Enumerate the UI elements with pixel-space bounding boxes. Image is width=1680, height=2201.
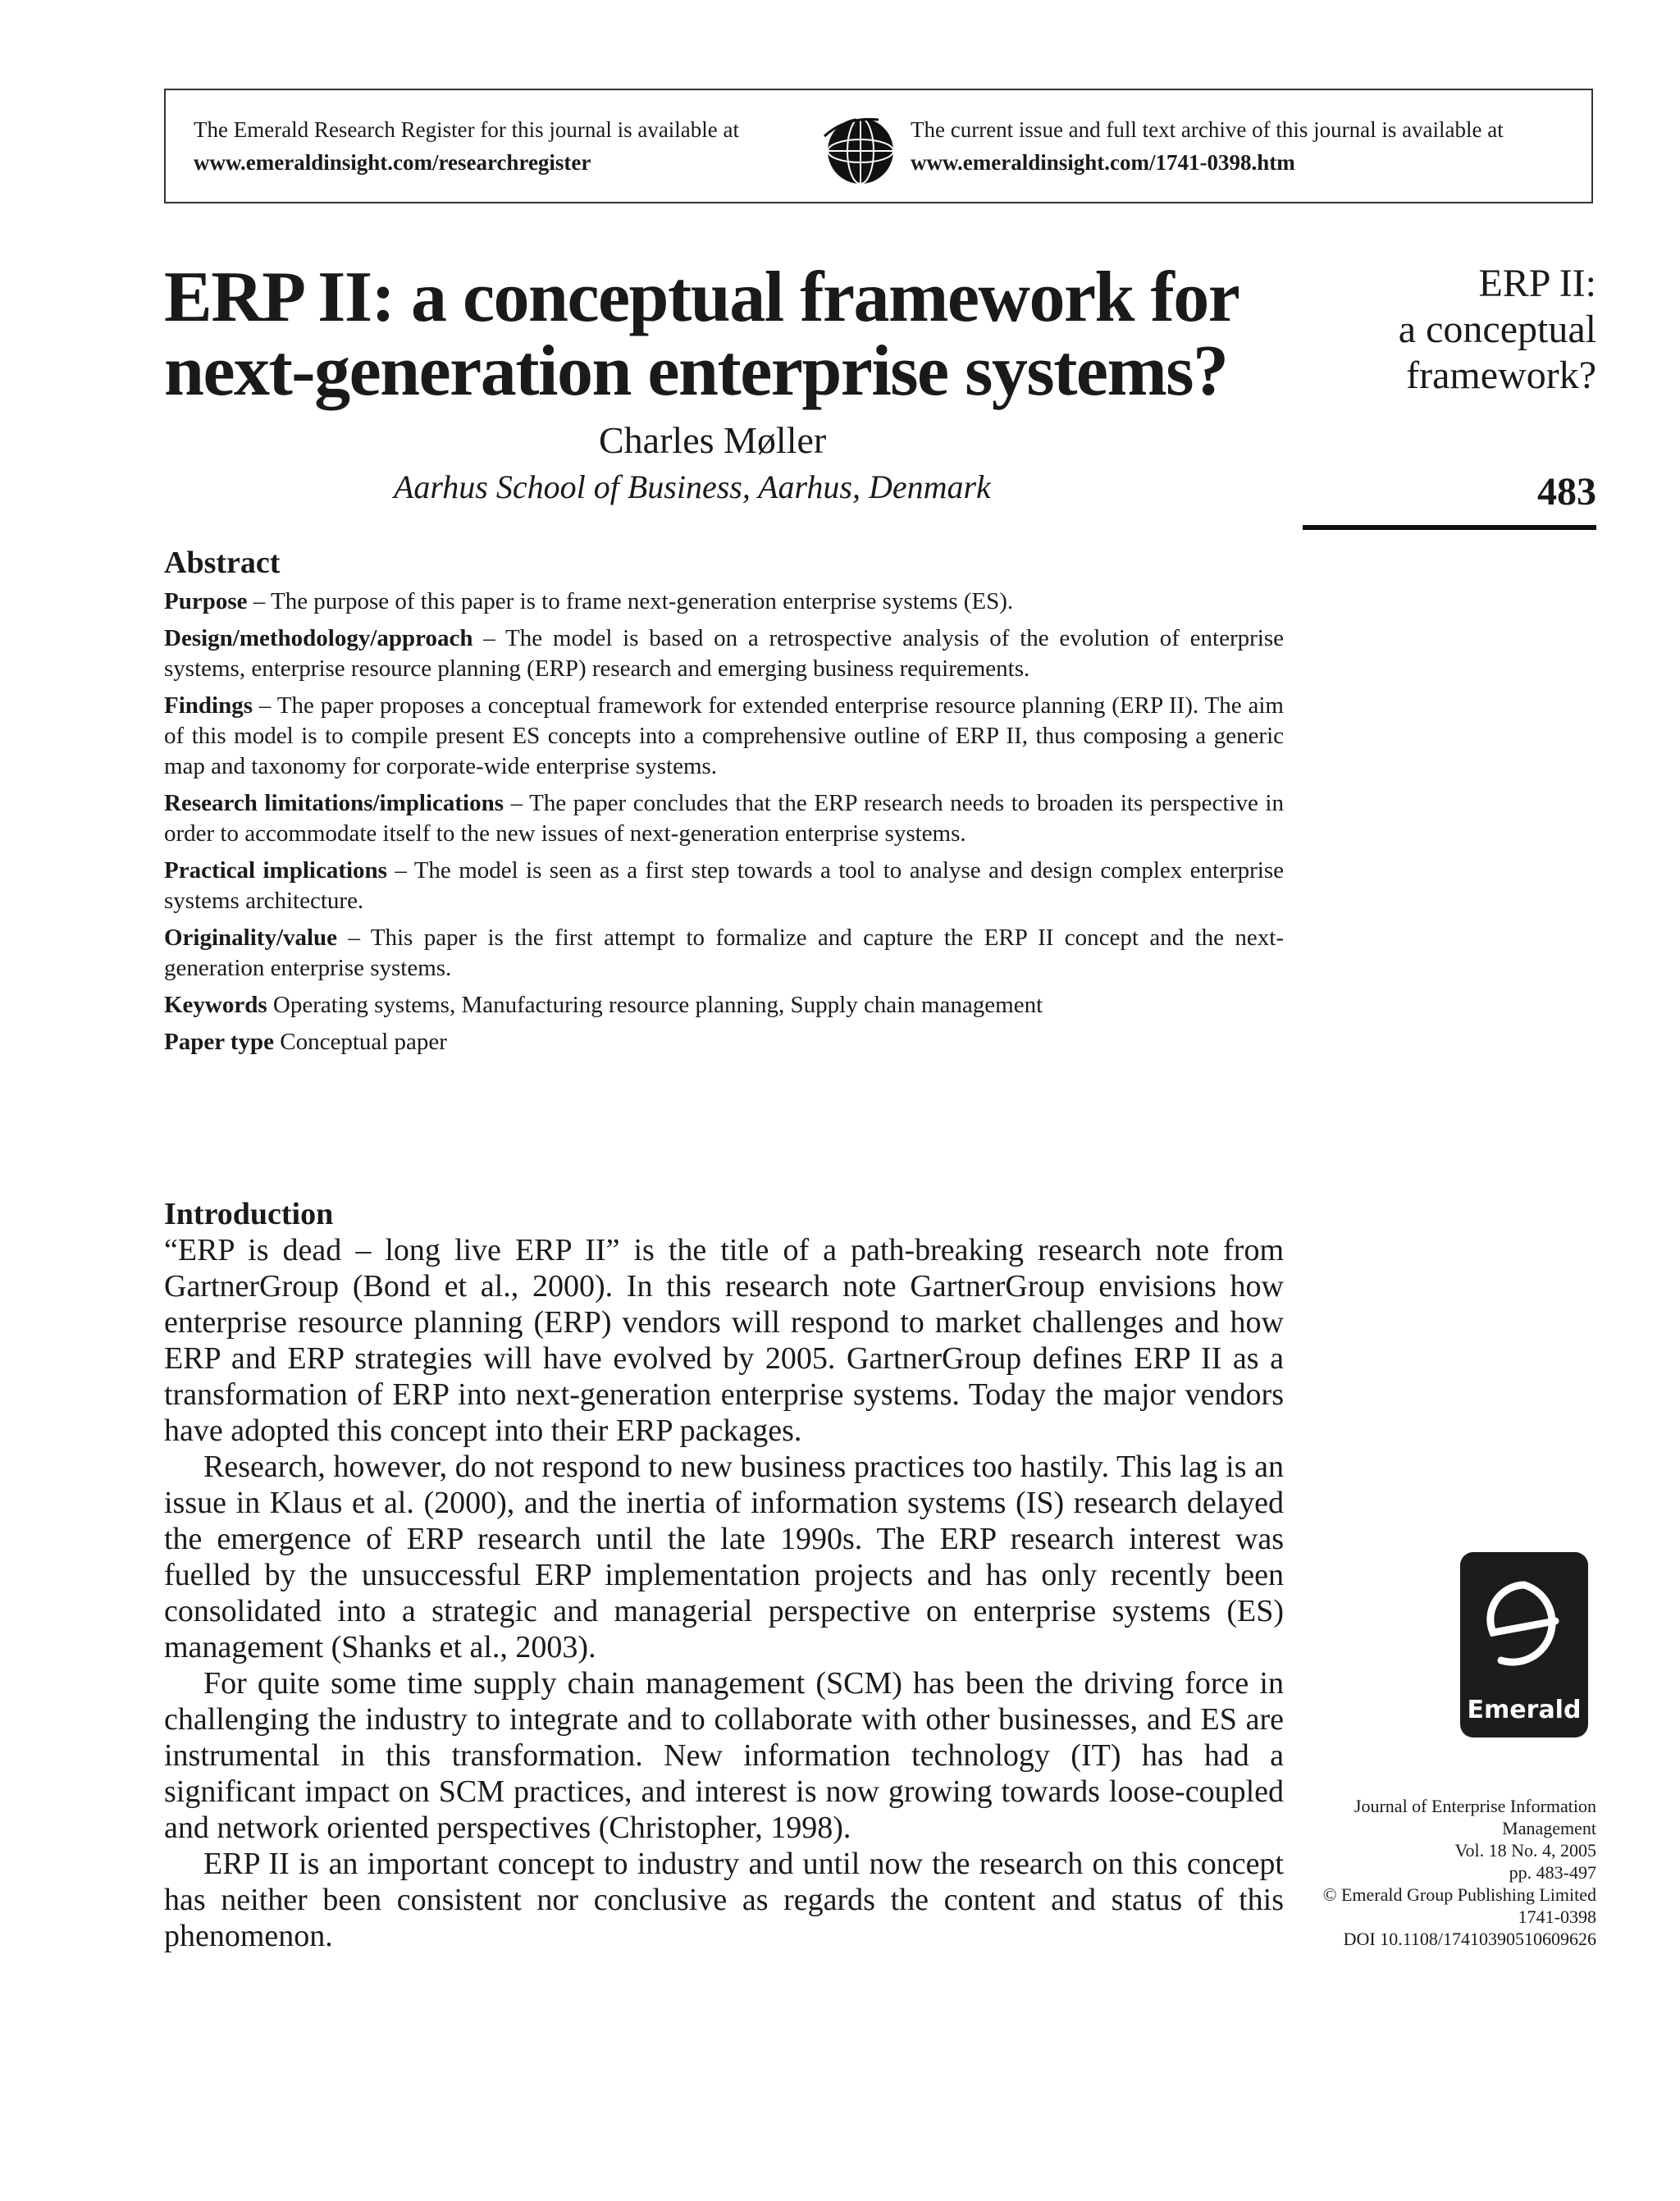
research-register-text: The Emerald Research Register for this journal is available at bbox=[194, 117, 740, 142]
emerald-logo bbox=[1460, 1552, 1588, 1738]
abstract-limitations bbox=[164, 788, 1284, 849]
doi[interactable]: DOI 10.1108/17410390510609626 bbox=[1343, 1929, 1596, 1949]
running-head-line-1: ERP II: bbox=[1478, 262, 1596, 305]
paragraph: Research, however, do not respond to new business practices too hastily. This lag is an issue in Klaus et al. (2000), and the inertia of information systems (IS) research delayed the emergence of ERP research until the late 1990s. The ERP research interest was fuelled by the unsuccessful ERP implementation projects and has only recently been consolidated into a strategic and managerial perspective on enterprise systems (ES) management (Shanks et al., 2003). bbox=[164, 1450, 1284, 1664]
abstract bbox=[164, 548, 1284, 1064]
research-register-notice bbox=[194, 113, 739, 179]
introduction bbox=[164, 1196, 1284, 1954]
emerald-e-icon bbox=[1475, 1570, 1573, 1693]
running-head-line-2: a conceptual bbox=[1398, 308, 1596, 351]
section-label: Research limitations/implications bbox=[164, 790, 504, 816]
author-name: Charles Møller bbox=[599, 419, 827, 461]
author-affiliation: Aarhus School of Business, Aarhus, Denmark bbox=[394, 468, 991, 505]
journal-name: Journal of Enterprise Information bbox=[1354, 1796, 1596, 1816]
divider bbox=[1303, 525, 1596, 530]
section-label: Practical implications bbox=[164, 857, 387, 884]
emerald-wordmark: Emerald bbox=[1467, 1696, 1582, 1724]
page-number: 483 bbox=[1537, 470, 1596, 514]
section-text: Operating systems, Manufacturing resource planning, Supply chain management bbox=[267, 992, 1043, 1018]
journal-citation bbox=[1323, 1795, 1596, 1950]
section-text: – The model is seen as a first step towards a tool to analyse and design complex enterprise systems architecture. bbox=[164, 857, 1284, 914]
publisher: © Emerald Group Publishing Limited bbox=[1322, 1884, 1596, 1905]
section-text: – This paper is the first attempt to formalize and capture the ERP II concept and the next-generation enterprise systems. bbox=[164, 925, 1284, 981]
journal-banner bbox=[164, 89, 1593, 203]
section-label: Originality/value bbox=[164, 925, 338, 951]
full-text-notice bbox=[911, 113, 1504, 179]
section-text: – The purpose of this paper is to frame next-generation enterprise systems (ES). bbox=[247, 588, 1014, 614]
section-label: Findings bbox=[164, 692, 253, 719]
abstract-findings bbox=[164, 691, 1284, 782]
title-line-2: next-generation enterprise systems? bbox=[164, 331, 1228, 411]
abstract-paper-type bbox=[164, 1027, 1284, 1057]
section-text: – The model is based on a retrospective analysis of the evolution of enterprise systems, enterprise resource planning (ERP) research and emerging business requirements. bbox=[164, 625, 1284, 682]
globe-icon bbox=[821, 112, 897, 187]
journal-volume: Vol. 18 No. 4, 2005 bbox=[1454, 1840, 1596, 1861]
section-label: Design/methodology/approach bbox=[164, 625, 473, 651]
abstract-design bbox=[164, 623, 1284, 684]
journal-name-cont: Management bbox=[1502, 1818, 1596, 1838]
introduction-heading: Introduction bbox=[164, 1197, 334, 1231]
paper-title bbox=[164, 258, 1312, 411]
paragraph: ERP II is an important concept to industry and until now the research on this concept has neither been consistent nor conclusive as regards the content and status of this phenomenon. bbox=[164, 1847, 1284, 1953]
section-label: Keywords bbox=[164, 992, 267, 1018]
section-label: Paper type bbox=[164, 1029, 274, 1055]
full-text-text: The current issue and full text archive of this journal is available at bbox=[911, 117, 1504, 142]
abstract-heading: Abstract bbox=[164, 546, 281, 580]
running-head bbox=[1399, 261, 1596, 399]
running-head-line-3: framework? bbox=[1406, 354, 1596, 397]
issn: 1741-0398 bbox=[1518, 1906, 1596, 1927]
research-register-link[interactable]: www.emeraldinsight.com/researchregister bbox=[194, 150, 591, 175]
abstract-purpose bbox=[164, 587, 1284, 617]
section-text: Conceptual paper bbox=[273, 1029, 447, 1055]
section-text: – The paper concludes that the ERP research needs to broaden its perspective in order to accommodate itself to the new issues of next-generation enterprise systems. bbox=[164, 790, 1284, 847]
abstract-keywords bbox=[164, 990, 1284, 1021]
section-label: Purpose bbox=[164, 588, 248, 614]
title-line-1: ERP II: a conceptual framework for bbox=[164, 258, 1239, 337]
paragraph: For quite some time supply chain management (SCM) has been the driving force in challenging the industry to integrate and to collaborate with other businesses, and ES are instrumental in this transformation. New information technology (IT) has had a significant impact on SCM practices, and interest is now growing towards loose-coupled and network oriented perspectives (Christopher, 1998). bbox=[164, 1666, 1284, 1845]
abstract-originality bbox=[164, 923, 1284, 984]
paragraph: “ERP is dead – long live ERP II” is the title of a path-breaking research note from GartnerGroup (Bond et al., 2000). In this research note GartnerGroup envisions how enterprise resource planning (ERP) vendors will respond to market challenges and how ERP and ERP strategies will have evolved by 2005. GartnerGroup defines ERP II as a transformation of ERP into next-generation enterprise systems. Today the major vendors have adopted this concept into their ERP packages. bbox=[164, 1233, 1284, 1448]
journal-pages: pp. 483-497 bbox=[1509, 1862, 1596, 1883]
full-text-link[interactable]: www.emeraldinsight.com/1741-0398.htm bbox=[911, 150, 1295, 175]
abstract-practical bbox=[164, 856, 1284, 916]
section-text: – The paper proposes a conceptual framework for extended enterprise resource planning (ERP II). The aim of this model is to compile present ES concepts into a comprehensive outline of ERP II, thus composing a generic map and taxonomy for corporate-wide enterprise systems. bbox=[164, 692, 1284, 779]
